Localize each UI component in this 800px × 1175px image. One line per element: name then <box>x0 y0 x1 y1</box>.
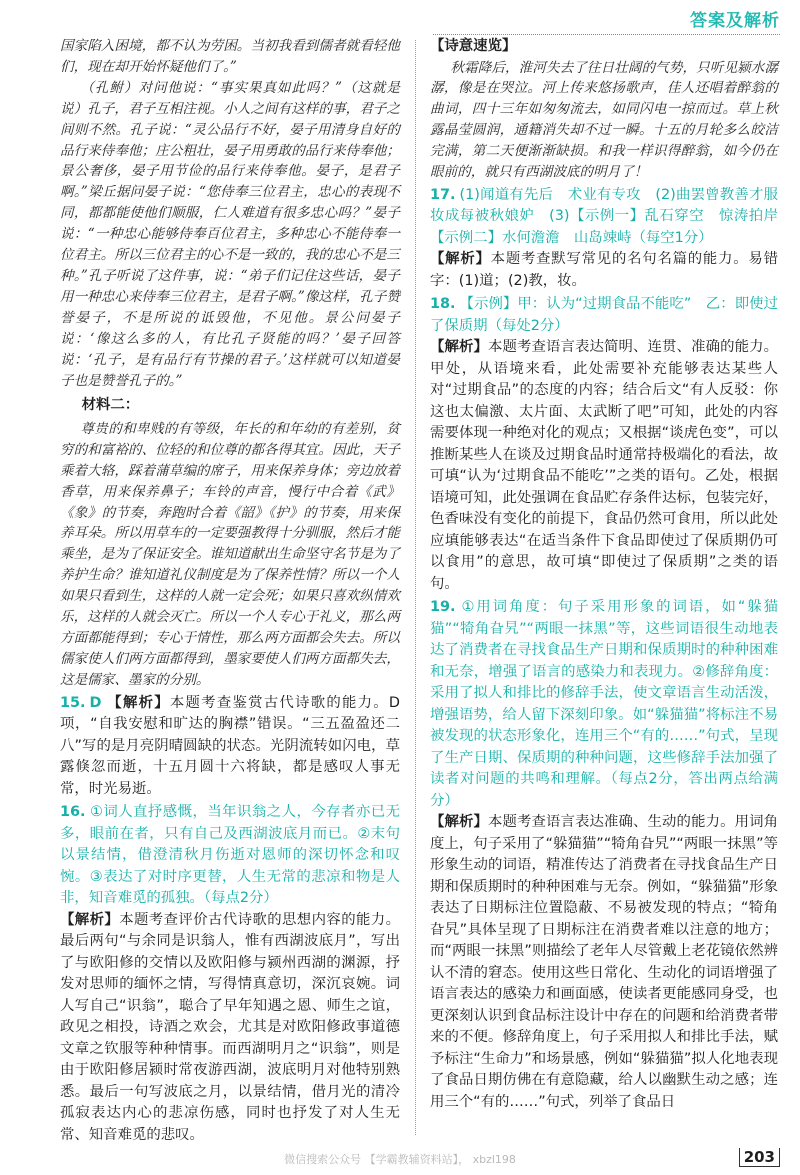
translation-paragraph-1: 国家陷入困境，都不认为劳困。当初我看到儒者就看轻他们，现在却开始怀疑他们了。” <box>60 38 400 75</box>
right-column <box>430 36 793 1113</box>
question-16-analysis-block <box>60 910 400 1147</box>
question-17-number: 17. <box>430 186 456 203</box>
question-19-answer: ①用词角度：句子采用形象的词语，如“躲猫猫”“犄角旮旯”“两眼一抹黑”等，这些词语很生动地表达了消费者在寻找食品生产日期和保质期时的种种困难和无奈，增强了语言的感染力和表现力。②修辞角度：采用了拟人和排比的修辞手法，使文章语言生动活泼，增强语势，给人留下深刻印象。如“躲猫猫”将标注不易被发现的状态形象化，连用三个“有的……”句式，呈现了生产日期、保质期的种种问题，这些修辞手法加强了读者对问题的共鸣和理解。（每点2分，答出两点给满分） <box>430 599 778 809</box>
footer-watermark: 微信搜索公众号 【学霸教辅资料站】， xbzl198 <box>284 1153 516 1166</box>
page-number: 203 <box>739 1148 780 1167</box>
translation-paragraph-2: （孔鲋）对问他说：“事实果真如此吗？”（这就是说）孔子，君子互相注视。小人之间有这样的事，君子之间则不然。孔子说：“灵公品行不好，晏子用清身自好的品行来侍奉他；庄公粗壮，晏子用勇敢的品行来侍奉他；景公奢侈，晏子用节俭的品行来侍奉他。晏子，是君子啊。”梁丘据问晏子说：“您侍奉三位君主，忠心的表现不同，都都能使他们顺服，仁人难道有很多忠心吗？”晏子说：“一种忠心能够侍奉百位君主，多种忠心不能侍奉一位君主。所以三位君主的心不是一致的，我的忠心不是三种。”孔子听说了这件事，说：“弟子们记住这些话，晏子用一种忠心来侍奉三位君主，是君子啊。”像这样，孔子赞誉晏子，不是所说的诋毁他，不见他。景公问晏子说：‘像这么多的人，有比孔子贤能的吗？’晏子回答说：‘孔子，是有品行有节操的君子。’这样就可以知道晏子也是赞誉孔子的。” <box>60 79 400 389</box>
question-16 <box>60 802 400 910</box>
question-17 <box>430 185 793 250</box>
poem-summary: 秋霜降后，淮河失去了往日壮阔的气势，只听见颍水潺潺，像是在哭泣。河上传来悠扬歌声，佳人还唱着醉翁的曲词，四十三年如匆匆流去，如同闪电一掠而过。草上秋露晶莹圆润，通籍消失却不过一瞬。十五的月轮多么皎洁完满，第二天便渐渐缺损。和我一样识得醉翁，如今仍在眼前的，就只有西湖波底的明月了！ <box>430 59 778 181</box>
question-17-analysis-tag: 【解析】 <box>430 251 491 268</box>
question-15-number: 15. <box>60 694 86 711</box>
poem-summary-heading: 【诗意速览】 <box>430 38 517 54</box>
question-19-analysis: 本题考查语言表达准确、生动的能力。用词角度上，句子采用了“躲猫猫”“犄角旮旯”“两眼一抹黑”等形象生动的词语，精准传达了消费者在寻找食品生产日期和保质期时的种种困难与无奈。例如，“躲猫猫”形象表达了日期标注位置隐蔽、不易被发现的特点；“犄角旮旯”具体呈现了日期标注在消费者难以注意的地方；而“两眼一抹黑”则描绘了老年人尽管戴上老花镜依然辨认不清的窘态。使用这些日常化、生动化的词语增强了语言表达的感染力和画面感，使读者更能感同身受，也更深刻认识到食品标注设计中存在的问题和给消费者带来的不便。修辞角度上，句子采用拟人和排比手法，赋予标注“生命力”和场景感，例如“躲猫猫”拟人化地表现了食品日期仿佛在有意隐藏，给人以幽默生动之感；连用三个“有的……”句式，列举了食品日 <box>430 814 778 1110</box>
question-16-answer: ①词人直抒感慨，当年识翁之人，今存者亦已无多，眼前在者，只有自己及西湖波底月而已。②末句以景结情，借澄清秋月伤逝对恩师的深切怀念和叹惋。③表达了对时序更替，人生无常的悲凉和物是人非，知音难觅的孤独。（每点2分） <box>60 804 400 907</box>
translation-paragraph-3: 尊贵的和卑贱的有等级，年长的和年幼的有差别，贫穷的和富裕的、位轻的和位尊的都各得其宜。因此，天子乘着大辂，踩着蒲草编的席子，用来保养身体；旁边放着香草，用来保养鼻子；车铃的声音，慢行中合着《武》《象》的节奏，奔跑时合着《韶》《护》的节奏，用来保养耳朵。所以用草车的一定要强教得十分驯服，然后才能乘坐，是为了保证安全。谁知道献出生命坚守名节是为了养护生命？谁知道礼仪制度是为了保养性情？所以一个人如果只看到生，这样的人就一定会死；如果只喜欢纵情欢乐，这样的人就会灭亡。所以一个人专心于礼义，那么两方面都能得到；专心于情性，那么两方面都会失去。所以儒家使人们两方面都得到，墨家要使人们两方面都失去，这是儒家、墨家的分别。 <box>60 420 400 688</box>
question-15-analysis: 本题考查鉴赏古代诗歌的能力。D项，“自我安慰和旷达的胸襟”错误。“三五盈盈还二八”写的是月亮阴晴圆缺的状态。光阴流转如闪电，草露倏忽而逝，十五月圆十六将缺，都是感叹人事无常，时光易逝。 <box>60 694 400 797</box>
question-16-analysis-tag: 【解析】 <box>60 911 120 928</box>
question-17-analysis-block <box>430 249 778 292</box>
question-19-number: 19. <box>430 599 456 616</box>
question-15-analysis-tag: 【解析】 <box>107 694 170 711</box>
question-17-analysis: 本题考查默写常见的名句名篇的能力。易错字：(1)道；(2)教，妆。 <box>430 251 778 289</box>
question-19-analysis-block <box>430 812 778 1113</box>
question-18-analysis: 本题考查语言表达简明、连贯、准确的能力。甲处，从语境来看，此处需要补充能够表达某些人对“过期食品”的态度的内容；结合后文“有人反驳：你这也太偏激、太片面、太武断了吧”可知，此处的内容需要体现一种绝对化的观点；又根据“谈虎色变”，可以推断某些人在谈及过期食品时通常持极端化的看法，故可填“认为‘过期食品不能吃’”之类的语句。乙处，根据语境可知，此处强调在食品贮存条件达标，包装完好，色香味没有变化的前提下，食品仍然可食用，所以此处应填能够表达“在适当条件下食品即使过了保质期仍可以食用”的意思，故可填“即使过了保质期”之类的语句。 <box>430 339 778 592</box>
question-19 <box>430 597 778 812</box>
question-15-answer: D <box>89 694 102 711</box>
question-17-answer: (1)闻道有先后 术业有专攻 (2)曲罢曾教善才服 妆成每被秋娘妒 (3)【示例一】乱石穿空 惊涛拍岸 【示例二】水何澹澹 山岛竦峙（每空1分） <box>430 186 793 246</box>
question-18-analysis-block <box>430 337 778 595</box>
question-15 <box>60 693 400 801</box>
question-16-analysis: 本题考查评价古代诗歌的思想内容的能力。最后两句“与余同是识翁人，惟有西湖波底月”，写出了与欧阳修的交情以及欧阳修与颍州西湖的渊源，抒发对思师的缅怀之情，写得情真意切，深沉哀婉。词人写自己“识翁”，聪合了早年知遇之恩、师生之谊，政见之相投，诗酒之欢会，尤其是对欧阳修政事道德文章之钦服等种种情事。而西湖明月之“识翁”，则是由于欧阳修居颍时常夜游西湖，波底明月对他特别熟悉。最后一句写波底之月，以景结情，借月光的清冷孤寂表达内心的悲凉伤感，同时也抒发了对人生无常、知音难觅的悲叹。 <box>60 911 400 1143</box>
material-2-heading: 材料二： <box>81 397 140 414</box>
left-column <box>60 36 400 1146</box>
column-divider <box>415 40 416 1135</box>
question-19-analysis-tag: 【解析】 <box>430 814 489 831</box>
question-18-number: 18. <box>430 296 456 313</box>
header-title: 答案及解析 <box>690 11 780 31</box>
question-18-answer: 【示例】甲：认为“过期食品不能吃” 乙：即使过了保质期（每处2分） <box>430 296 778 334</box>
question-16-number: 16. <box>60 804 86 821</box>
question-18 <box>430 294 778 337</box>
header-rule <box>433 34 780 35</box>
question-18-analysis-tag: 【解析】 <box>430 339 489 356</box>
